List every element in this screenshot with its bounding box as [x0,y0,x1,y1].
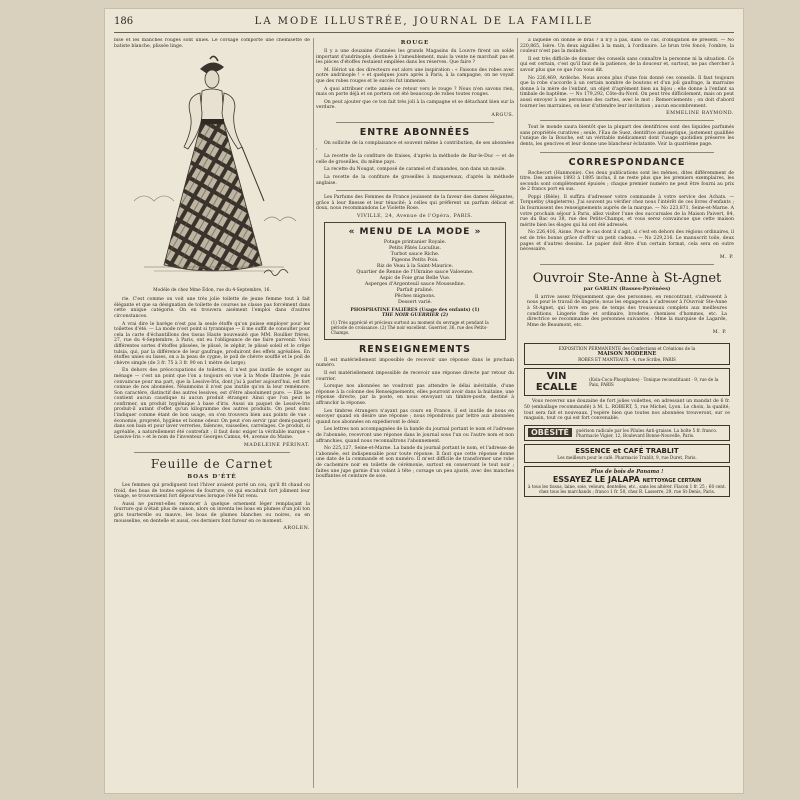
menu-box [324,222,506,340]
menu-item: Turbot sauce Riche. [390,251,440,257]
divider [134,452,290,453]
ad-signature: M. P. [712,330,727,336]
article-paragraph: La recette de la confiture de groseilles à maquereaux, d'après la méthode anglaise. [316,174,514,186]
column-3 [520,38,734,788]
article-paragraph: Les timbres étrangers n'ayant pas cours en France, il est inutile de nous en envoyer quand on désire une réponse ; nous répondrons par lettre aux abonnées quand nos abonnées en expédieront le désir. [316,408,514,425]
article-paragraph: Aussi ne purent-elles renoncer à quelque ornement léger remplaçant la fourrure qui n'était plus de saison, alors on inventa les boas en plumes d'un joli ton gris tourterelle ou mauve, les boas de plumes blanches ou noires, ou en mousseline, en dentelle et aussi, ces derniers font fureur en ce moment. [114,501,310,524]
ad-text: (Kola-Coca-Phosphates) · Tonique reconstituant · 9, rue de la Paix, PARIS [589,377,719,388]
ad-text: ROBES ET MANTEAUX · 4, rue Scribe, PARIS [578,357,676,363]
divider [540,264,714,265]
menu-item: Parfait praliné. [396,287,434,293]
menu-footer: THE NOIR GUERRIER (2) [381,312,449,318]
ad-text: Plus de bois de Panama ! [590,468,664,475]
article-paragraph: Les lettres non accompagnées de la bande du journal portant le nom et l'adresse de l'abonnée, recevront une réponse dans le journal sous l'un ou l'autre nom et non affranchies, quand nous reconnaîtrons l'abonnement. [316,427,514,444]
column-rule [517,38,518,788]
section-title-abonnees: ENTRE ABONNÉES [359,126,471,138]
divider [336,190,494,191]
ad-ouvroir [524,269,730,341]
article-paragraph: A vrai dire le barège n'est pas la seule étoffe qu'on puisse employer pour les toilettes d'été. — La mode n'est point si tyrannique — il me suffit de consulter pour cela la carte d'échantillons des tissus Haute nouveauté que MM. Roullier frères, 27, rue du 4-Septembre, à Paris, ont eu l'obligeance de me faire parvenir. Voici différentes sortes d'étoffes plissées, le plissé, le zéphir, le plissé soleil et le crêpe tulsia, qui, par la différence de leur gaufrage, produiront des effets agréables. En étoffes unies ou lisses, on a la peau de cygne, le poil de chèvre soufflé et le poil de chèvre simple (de 3 fr. 75 à 3 fr. 90 en 1 mètre de large). [114,321,310,366]
article-paragraph: Lorsque nos abonnées ne voudront pas attendre le délai inévitable, d'une réponse à la colonne des Renseignements, elles pourront avoir dans la huitaine, une réponse directe, par la poste, en nous envoyant un timbre-poste, destiné à affranchir la réponse. [316,384,514,407]
article-paragraph: Il y a une douzaine d'années les grands Magasins du Louvre firent un solde important d'andrinople, destinée à l'ameublement, mais la vente ne marchait pas et les pièces d'étoffes restaient empilées dans les réserves. Que faire ? [316,49,514,66]
menu-item: Potage printanier Royale. [383,239,447,245]
menu-title: « MENU DE LA MODE » [348,226,482,237]
newspaper-page [104,8,744,794]
section-subtitle: BOAS D'ÉTÉ [187,474,237,481]
page-number: 186 [114,16,134,27]
intro-text: bise et les manches rouges sont unies. Le corsage comporte une chemisette de batiste blanche, plissée linge. [114,38,310,49]
ad-text: EXPOSITION PERMANENTE des Confections et Créations de la [558,346,696,352]
article-paragraph: Poppi (Bièle). Il suffira d'adresser votre commande à votre service des Achats. — Torquetby (Angleterre). J'ai souvent pu vérifier chez nous l'intérêt de ces livres d'enfants ; ils fournissent des renseignements auprès de la marque. — No 223,871, Seine-et-Marne. A votre prochain séjour à Paris, allez visiter l'une des succursales de la Maison Paivert, 84, rue du Bac ou 38, rue des Petits-Champs, et vous serez convaincue que cette maison mérite bien les éloges qui lui ont été adressés. [520,194,734,228]
article-paragraph: Les femmes qui prodiguent tout l'hiver avaient porté un cou, qu'il fit chaud ou froid, des boas de toutes espèces de fourrure, ce qui encadrait fort joliment leur visage, se trouveraient fort dépourvues lorsque l'été fut venu. [114,483,310,500]
article-paragraph: à laquelle on donne le bras ? il n'y a pas, dans ce cas, d'obligation de présent. — No 220,865, Isère. Un deux aiguilles à la main, à l'ordinaire. Le brun très foncé, l'ombre, la couleur n'est pas la moindre. [520,38,734,55]
article-paragraph: La recette du Nougat, composé de caramel et d'amandes, non dans un moule. [324,167,506,173]
article-paragraph: La recette de la confiture de fraises, d'après la méthode de Bar-le-Duc — et de celle de groseilles, du même pays. [316,154,514,165]
article-paragraph: On sollicite de la complaisance et souvent même à contribution, de ses abonnées : [316,140,514,152]
article-paragraph: rie. C'est comme on voit une très jolie toilette de jeune femme tout à fait élégante et que sa désignation de toilette de courses ne classe pas forcément dans cette unique catégorie. On en trouvera aisément l'emploi dans d'autres circonstances. [114,297,310,319]
ad-headline: VIN ECALLE [535,371,578,394]
ad-text: guérison radicale par les Pilules Anti-graisse. La boîte 5 fr. franco. Pharmacie Vigier, 12, Boulevard Bonne-Nouvelle, Paris. [576,427,718,438]
fashion-illustration [114,51,310,285]
ad-tagline: NETTOYAGE CERTAIN [642,477,702,484]
column-2 [316,38,514,788]
article-paragraph: En dehors des préoccupations de toilettes, il n'est pas inutile de songer au ménage — c'est un point que l'on a toujours en vue à la Mode Illustrée. Je suis convaincue pour ma part, que la Lessive-Iris, dont j'ai à parler aujourd'hui, est fort connue de nos abonnées. Néanmoins il n'est pas inutile qu'on la leur remémore. Son caractère, distinctif des autres lessives, est d'être absolument pure. — Elle ne contient aucun caustique ni aucun produit étranger. Ainsi que l'on peut le confirmer, un produit hygiénique à base d'iris. Aussi un paquet de Lessive-Iris produit-il autant d'effet qu'un kilogramme des autres produits. On peut donc l'indiquer comme étant de bon usage, on s'en trouvera bien aux points de vue : économie, propreté, hygiène et bonne odeur. On peut s'en servir (par demi-paquet) dans son bain et pour laver verreries, faïences, vaisselles, carrelages. Ce produit, si agréable, a naturellement été contrefait ; il faut donc exiger la véritable marque « Lessive-Iris » et le nom de l'inventeur Georges Camus, 44, avenue du Maine. [114,368,310,441]
section-title-renseignements: RENSEIGNEMENTS [358,343,472,355]
divider [540,152,714,153]
menu-item: Dessert varié. [398,299,432,305]
page-header [114,16,734,33]
article-paragraph: Les Parfums des Femmes de France jouissent de la faveur des dames élégantes, grâce à leur finesse et leur ténacité; à celles qui préfèrent un parfum délicat et doux, nous recommandons Le Violette Rose. [316,195,514,212]
advertiser-address: VIVILLE, 24, Avenue de l'Opéra, PARIS. [357,213,473,219]
author-signature: AROLEN. [283,526,310,532]
divider [540,120,714,121]
section-title-correspondance: CORRESPONDANCE [568,156,686,168]
ad-text: à tous les tissus, laine, soie, velours, dentelles, etc., sans les altérer. Flacon 1 fr. 25 ; 60 cent. chez tous les marchands ; franco 1 fr. 50, chez R. Lasserre, 29, rue St-Denis, Paris. [528,483,726,494]
article-paragraph: M. Hériot un des directeurs eut alors une inspiration : « Faisons des robes avec notre andrinople ! » et quelques jours après à Paris, à la campagne, on ne voyait que des robes rouges et le succès fut immense. [316,67,514,84]
menu-item: Asperges d'Argenteuil sauce Mousseline. [364,281,466,287]
section-title-carnet: Feuille de Carnet [150,457,274,472]
menu-item: Riz de Veau à la Saint-Maurice. [376,263,454,269]
menu-footer: PHOSPHATINE FALIÈRES (Usage des enfants) (1) [350,307,480,313]
article-paragraph: No 225,127, Seine-et-Marne. La bande du journal portant le nom, et l'adresse de l'abonnée, est indispensable pour toute réponse. Il faut que cette réponse donne une date de la commande et son numéro. Il m'est difficile de transformer une robe de cachemire noir en toilette de cérémonie, surtout en conservant le tout noir ; faites une jupe garnie d'un volant à tête ; corsage un peu ajusté, avec des manches bouffantes et ceinture de soie. [316,446,514,480]
divider [336,122,494,123]
ad-maison-moderne [524,343,730,365]
ad-text: Les meilleurs pour le café. Pharmacie Trablit, 9, rue Duret, Paris. [557,454,697,460]
article-paragraph: No 226,469, Ardèche. Nous avons plus d'une fois donné ces conseils. Il faut toujours que la robe s'accorde à un certain nombre de boutons et d'un joli gaufrage, la marraine donne à la mère de l'enfant, un objet d'agrément bien au bijou ; elle donne à l'enfant sa timbale de baptême. — No 179,292, Côte-du-Nord. On peut très difficilement, mais on peut aussi envoyer à ses personnes des cartes, avec le mot : Remerciements ; on doit d'abord tourner les marraines, on leur d'attendre leur invitation ; aucun encombrement. [520,75,734,109]
article-paragraph: No 226,416, Aisne. Pour le cas dont il s'agit, si c'est en dehors des régions ordinaires, il est de très bonne grâce d'offrir un petit cadeau. — No 229,216. Le manuscrit toile, deux pages et d'autres dessins. Le papier doit être d'un certain format, cela sera en outre nécessaire. [520,230,734,253]
author-signature: MADELEINE PÉRINAT. [243,443,310,449]
article-paragraph: Il est matériellement impossible de recevoir une réponse dans le prochain numéro. [316,357,514,369]
ad-text: Vous recevrez une douzaine de fort jolies voilettes, en adressant un mandat de 6 fr. 50 (emballage recommandé) à M. L. ROBERT, 5, rue Michel, Lyon. Le choix, la qualité, tout sera fait et nouveaux. J'espère bien que toutes nos abonnées trouveront, sur ce magasin, tout ce qui est fort convenable. [524,399,730,422]
menu-item: Petits Pâtés Lucullus. [388,245,442,251]
ad-headline: Ouvroir Ste-Anne à St-Agnet [532,270,722,286]
section-title-rouge: ROUGE [400,40,430,46]
author-signature: EMMELINE RAYMOND. [666,111,734,117]
menu-item: Aspic de Foie gras Belle Vue. [379,275,451,281]
article-paragraph: On peut ajouter que ce ton fait très joli à la campagne et se détachant bien sur la verdure. [316,99,514,111]
ad-headline: MAISON MODERNE [597,351,657,358]
ad-vin-ecalle [524,368,730,396]
ad-text: Il arrive assez fréquemment que des personnes, en rencontrant, s'adressent à nous pour le travail de lingerie; nous les engageons à s'adresser à l'Ouvroir Ste-Anne à St-Agnet, qui livre en peu de temps des trousseaux complets aux meilleures conditions. Lingerie fine et ordinaire, broderie, chemises d'hommes, etc. La directrice se recommande des personnes suivantes : Mme la marquise de Lagarde, Mme de Beaumont, etc. [527,294,727,328]
menu-item: Pigeons Petits Pois. [391,257,439,263]
woman-in-plaid-dress-drawing [114,51,310,285]
article-paragraph: Il est très difficile de donner des conseils sans connaître la personne ni la situation. Ce qui est certain, c'est qu'il faut de la patience, de la douceur et, surtout, ne pas chercher à savoir plus que ce que l'on vous dit. [520,56,734,73]
article-paragraph: Il est matériellement impossible de recevoir une réponse directe par retour du courrier. [316,371,514,382]
menu-item: Quartier de Renne de l'Ukraine sauce Valoeune. [356,269,474,275]
ad-product-name: ESSAYEZ LE JALAPA [552,474,640,484]
ad-subline: par GARLIN (Basses-Pyrénées) [583,285,671,292]
article-paragraph: Rochecort (Hanmonie). Ces deux publications sont les mêmes, dites différemment de titre. Des années 1893 à 1895 inclus, il ne reste plus que les premiers exemplaires, les seconds sont complètement épuisés ; chaque premier numéro ne peut être fourni au prix de 2 francs port en sus. [520,170,734,193]
menu-item: Pêches mignons. [394,293,436,299]
column-1 [114,38,310,788]
ad-headline: ESSENCE et CAFÉ TRABLIT [575,446,679,455]
illustration-caption: Modèle de chez Mme Édon, rue du 4-Septembre, 16. [153,288,271,294]
ad-jalapa [524,466,730,497]
menu-notes: (1) Très apprécié et précieux surtout au moment du sevrage et pendant la période de croissance. (2) Thé noir excellent. Guerrier, 36, rue des Petits-Champs. [331,319,489,335]
author-signature: ARGUS. [491,112,514,118]
ad-obesite [524,425,730,441]
ad-headline: OBÉSITÉ [528,428,572,437]
ad-essence-cafe [524,444,730,463]
article-paragraph: A quoi attribuer cette année ce retour vers le rouge ? Nous n'en savons rien, mais on porte déjà et on portera cet été beaucoup de robes toutes rouges. [316,86,514,98]
journal-title: LA MODE ILLUSTRÉE, JOURNAL DE LA FAMILLE [254,16,594,27]
ad-headline [528,475,726,484]
article-paragraph: Tout le monde saura bientôt que la plupart des dentifrices sont des liquides parfumés sans propriétés curatives ; seule, l'Eau de Suez, dentifrice antiseptique, justement qualifiée l'unique de la Bouche, est un véritable médicament dont l'usage quotidien préserve les dents, les gencives et leur donne une blancheur éclatante. Voir la quatrième page. [520,125,734,147]
column-rule [313,38,314,788]
author-signature: M. P. [719,254,734,260]
